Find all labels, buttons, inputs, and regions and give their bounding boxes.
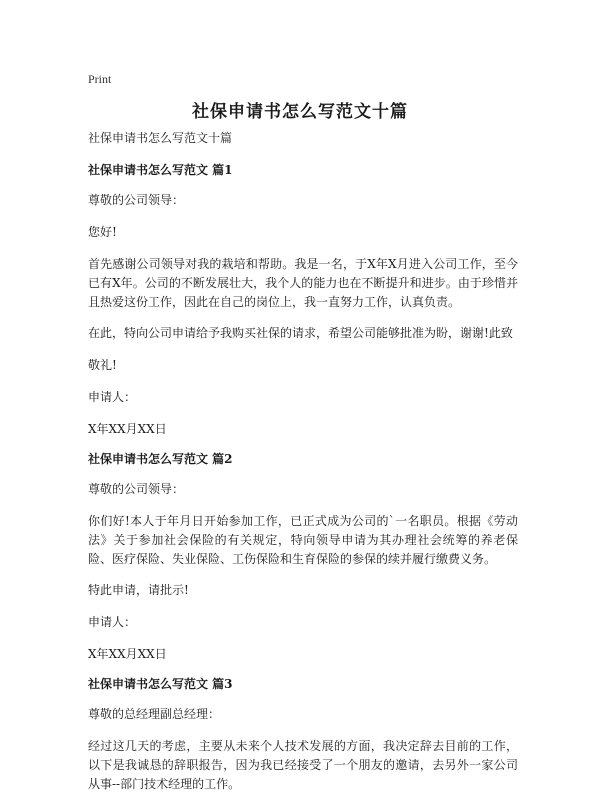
document-subtitle: 社保申请书怎么写范文十篇 <box>88 131 233 145</box>
document-title: 社保申请书怎么写范文十篇 <box>192 102 408 122</box>
date-1: X年XX月XX日 <box>88 422 167 436</box>
date-2: X年XX月XX日 <box>88 647 167 661</box>
document-body <box>88 129 518 806</box>
salutation-2: 尊敬的公司领导： <box>88 482 185 496</box>
paragraph-1-1: 首先感谢公司领导对我的栽培和帮助。我是一名，于X年X月进入公司工作，至今已有X年。公司的不断发展壮大，我个人的能力也在不断提升和进步。由于珍惜并且热爱这份工作，因此在自己的岗位上，我一直努力工作，认真负责。 <box>88 257 518 309</box>
paragraph-2-1: 你们好!本人于年月日开始参加工作，已正式成为公司的`一名职员。根据《劳动法》关于参加社会保险的有关规定，特向领导申请为其办理社会统筹的养老保险、医疗保险、失业保险、工伤保险和生育保险的参保的续并履行缴费义务。 <box>88 514 518 566</box>
section-heading-1: 社保申请书怎么写范文 篇1 <box>88 163 233 177</box>
closing-1: 敬礼! <box>88 358 117 372</box>
greeting-1: 您好! <box>88 225 117 239</box>
paragraph-3-1: 经过这几天的考虑，主要从未来个人技术发展的方面，我决定辞去目前的工作，以下是我诚恳的辞职报告，因为我已经接受了一个朋友的邀请，去另外一家公司从事--部门技术经理的工作。 <box>88 739 518 791</box>
salutation-1: 尊敬的公司领导： <box>88 193 185 207</box>
section-heading-3: 社保申请书怎么写范文 篇3 <box>88 677 233 691</box>
paragraph-1-2: 在此，特向公司申请给予我购买社保的请求，希望公司能够批准为盼，谢谢!此致 <box>88 326 513 340</box>
closing-2: 特此申请，请批示! <box>88 583 189 597</box>
print-label: Print <box>88 72 112 86</box>
salutation-3: 尊敬的总经理副总经理： <box>88 707 221 721</box>
applicant-1: 申请人： <box>88 390 137 404</box>
applicant-2: 申请人： <box>88 615 137 629</box>
section-heading-2: 社保申请书怎么写范文 篇2 <box>88 452 233 466</box>
